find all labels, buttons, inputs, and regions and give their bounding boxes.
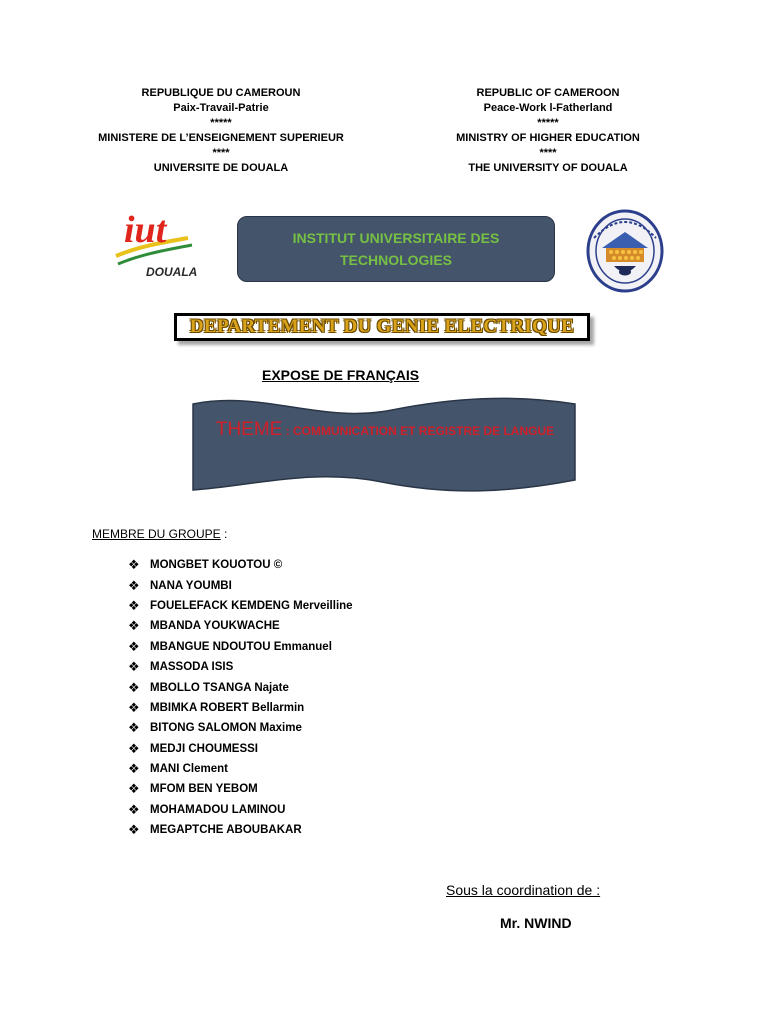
- members-heading-label: MEMBRE DU GROUPE: [92, 527, 221, 541]
- member-name: MEDJI CHOUMESSI: [150, 742, 258, 755]
- iut-logo-text: iut: [124, 209, 167, 251]
- list-item: [128, 800, 353, 820]
- list-item: [128, 596, 353, 616]
- university-fr: UNIVERSITE DE DOUALA: [153, 162, 289, 174]
- theme-value: COMMUNICATION ET REGISTRE DE LANGUE: [293, 424, 555, 438]
- motto-fr: Paix-Travail-Patrie: [173, 102, 269, 114]
- theme-wave-shape: [192, 396, 576, 492]
- separator-stars: *****: [537, 117, 559, 129]
- member-name: MBIMKA ROBERT Bellarmin: [150, 701, 305, 714]
- douala-logo-text: DOUALA: [146, 265, 198, 279]
- member-name: MBANGUE NDOUTOU Emmanuel: [150, 640, 332, 653]
- member-name: FOUELEFACK KEMDENG Merveilline: [150, 599, 353, 612]
- iut-douala-logo: [110, 198, 200, 284]
- list-item: [128, 555, 353, 575]
- diamond-bullet-icon: ❖: [128, 679, 140, 695]
- diamond-bullet-icon: ❖: [128, 557, 140, 573]
- coordinator-name: Mr. NWIND: [500, 915, 572, 931]
- theme-label: THEME: [215, 419, 283, 440]
- separator-stars: *****: [210, 117, 232, 129]
- country-name-fr: REPUBLIQUE DU CAMEROUN: [141, 87, 301, 99]
- ministry-fr: MINISTERE DE L’ENSEIGNEMENT SUPERIEUR: [98, 132, 344, 144]
- diamond-bullet-icon: ❖: [128, 618, 140, 634]
- diamond-bullet-icon: ❖: [128, 761, 140, 777]
- list-item: [128, 779, 353, 799]
- department-banner: [174, 313, 590, 341]
- header-right: [398, 86, 698, 176]
- institute-name: INSTITUT UNIVERSITAIRE DES TECHNOLOGIES: [292, 230, 500, 268]
- coordination-label: Sous la coordination de :: [446, 882, 601, 898]
- members-heading: [92, 527, 227, 541]
- diamond-bullet-icon: ❖: [128, 720, 140, 736]
- member-name: BITONG SALOMON Maxime: [150, 722, 302, 735]
- diamond-bullet-icon: ❖: [128, 597, 140, 613]
- separator-stars: ****: [212, 147, 230, 159]
- ministry-en: MINISTRY OF HIGHER EDUCATION: [456, 132, 640, 144]
- member-name: MEGAPTCHE ABOUBAKAR: [150, 824, 302, 837]
- member-name: MBANDA YOUKWACHE: [150, 620, 280, 633]
- member-name: NANA YOUMBI: [150, 579, 232, 592]
- theme-text: [202, 420, 568, 441]
- diamond-bullet-icon: ❖: [128, 740, 140, 756]
- diamond-bullet-icon: ❖: [128, 638, 140, 654]
- diamond-bullet-icon: ❖: [128, 577, 140, 593]
- member-name: MFOM BEN YEBOM: [150, 783, 258, 796]
- list-item: [128, 718, 353, 738]
- list-item: [128, 820, 353, 840]
- university-en: THE UNIVERSITY OF DOUALA: [468, 162, 628, 174]
- department-title: DEPARTEMENT DU GENIE ELECTRIQUE: [189, 316, 575, 337]
- list-item: [128, 657, 353, 677]
- list-item: [128, 637, 353, 657]
- header-left: [71, 86, 371, 176]
- list-item: [128, 698, 353, 718]
- diamond-bullet-icon: ❖: [128, 801, 140, 817]
- member-name: MANI Clement: [150, 763, 228, 776]
- list-item: [128, 616, 353, 636]
- member-name: MOHAMADOU LAMINOU: [150, 803, 286, 816]
- motto-en: Peace-Work l-Fatherland: [483, 102, 613, 114]
- country-name-en: REPUBLIC OF CAMEROON: [476, 87, 620, 99]
- theme-separator: :: [282, 424, 294, 438]
- list-item: [128, 677, 353, 697]
- diamond-bullet-icon: ❖: [128, 822, 140, 838]
- members-list: [128, 555, 353, 840]
- diamond-bullet-icon: ❖: [128, 781, 140, 797]
- diamond-bullet-icon: ❖: [128, 659, 140, 675]
- members-heading-colon: :: [220, 527, 228, 541]
- university-seal-icon: [584, 208, 666, 294]
- list-item: [128, 739, 353, 759]
- member-name: MBOLLO TSANGA Najate: [150, 681, 289, 694]
- member-name: MONGBET KOUOTOU ©: [150, 559, 283, 572]
- institute-box: [237, 216, 555, 282]
- member-name: MASSODA ISIS: [150, 661, 234, 674]
- expose-title: EXPOSE DE FRANÇAIS: [262, 367, 420, 383]
- separator-stars: ****: [539, 147, 557, 159]
- list-item: [128, 575, 353, 595]
- list-item: [128, 759, 353, 779]
- diamond-bullet-icon: ❖: [128, 699, 140, 715]
